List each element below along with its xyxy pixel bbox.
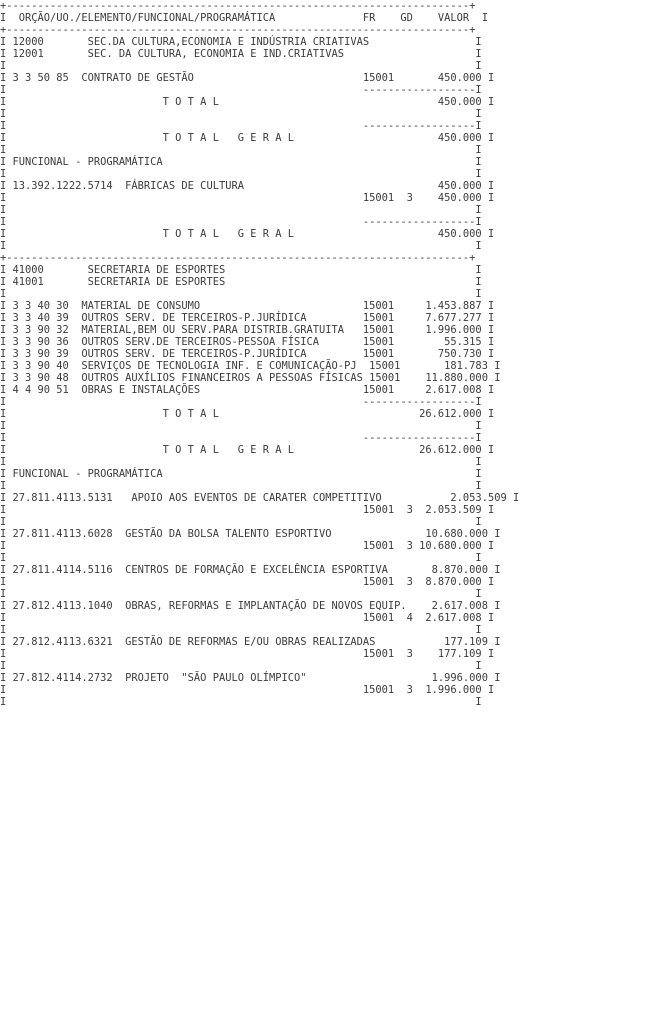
- report-line: I ORÇÃO/UO./ELEMENTO/FUNCIONAL/PROGRAMÁTICA FR GD VALOR I: [0, 12, 488, 24]
- report-line: I 15001 3 177.109 I: [0, 648, 495, 660]
- report-line: I I: [0, 624, 482, 636]
- report-line: I 12000 SEC.DA CULTURA,ECONOMIA E INDÚSTRIA CRIATIVAS I: [0, 36, 482, 48]
- report-line: I 13.392.1222.5714 FÁBRICAS DE CULTURA 450.000 I: [0, 180, 495, 192]
- report-line: I I: [0, 60, 482, 72]
- report-line: I 3 3 90 48 OUTROS AUXÍLIOS FINANCEIROS A PESSOAS FÍSICAS 15001 11.880.000 I: [0, 372, 501, 384]
- report-line: I 3 3 40 30 MATERIAL DE CONSUMO 15001 1.453.887 I: [0, 300, 495, 312]
- report-line: I I: [0, 420, 482, 432]
- report-line: I I: [0, 168, 482, 180]
- report-line: I I: [0, 552, 482, 564]
- report-line: I T O T A L 450.000 I: [0, 96, 495, 108]
- report-line: I I: [0, 696, 482, 708]
- report-line: I 27.812.4113.6321 GESTÃO DE REFORMAS E/OU OBRAS REALIZADAS 177.109 I: [0, 636, 501, 648]
- report-line: I 15001 3 10.680.000 I: [0, 540, 495, 552]
- report-line: I I: [0, 108, 482, 120]
- report-line: I 3 3 50 85 CONTRATO DE GESTÃO 15001 450.000 I: [0, 72, 495, 84]
- report-line: I 27.811.4113.5131 APOIO AOS EVENTOS DE CARATER COMPETITIVO 2.053.509 I: [0, 492, 520, 504]
- report-line: I FUNCIONAL - PROGRAMÁTICA I: [0, 468, 482, 480]
- report-line: I ------------------I: [0, 120, 482, 132]
- report-line: I I: [0, 456, 482, 468]
- report-line: I 3 3 90 40 SERVIÇOS DE TECNOLOGIA INF. E COMUNICAÇÃO-PJ 15001 181.783 I: [0, 360, 501, 372]
- report-line: I 15001 4 2.617.008 I: [0, 612, 495, 624]
- report-line: I 15001 3 450.000 I: [0, 192, 495, 204]
- report-line: I FUNCIONAL - PROGRAMÁTICA I: [0, 156, 482, 168]
- report-line: +--------------------------------------------------------------------------+: [0, 252, 476, 264]
- report-line: I ------------------I: [0, 396, 482, 408]
- report-line: I T O T A L G E R A L 450.000 I: [0, 132, 495, 144]
- report-line: I 3 3 40 39 OUTROS SERV. DE TERCEIROS-P.JURÍDICA 15001 7.677.277 I: [0, 312, 495, 324]
- report-line: I 15001 3 8.870.000 I: [0, 576, 495, 588]
- report-line: I I: [0, 240, 482, 252]
- report-line: I 12001 SEC. DA CULTURA, ECONOMIA E IND.CRIATIVAS I: [0, 48, 482, 60]
- report-line: I T O T A L 26.612.000 I: [0, 408, 495, 420]
- report-line: I 15001 3 2.053.509 I: [0, 504, 495, 516]
- report-line: I 41001 SECRETARIA DE ESPORTES I: [0, 276, 482, 288]
- report-line: I ------------------I: [0, 432, 482, 444]
- report-line: I 27.811.4114.5116 CENTROS DE FORMAÇÃO E EXCELÊNCIA ESPORTIVA 8.870.000 I: [0, 564, 501, 576]
- report-line: I I: [0, 480, 482, 492]
- report-line: I 15001 3 1.996.000 I: [0, 684, 495, 696]
- report-line: I 41000 SECRETARIA DE ESPORTES I: [0, 264, 482, 276]
- report-line: I 27.812.4113.1040 OBRAS, REFORMAS E IMPLANTAÇÃO DE NOVOS EQUIP. 2.617.008 I: [0, 600, 501, 612]
- report-line: I 4 4 90 51 OBRAS E INSTALAÇÕES 15001 2.617.008 I: [0, 384, 495, 396]
- report-line: I ------------------I: [0, 84, 482, 96]
- report-line: I 27.811.4113.6028 GESTÃO DA BOLSA TALENTO ESPORTIVO 10.680.000 I: [0, 528, 501, 540]
- report-line: I I: [0, 204, 482, 216]
- report-line: I I: [0, 516, 482, 528]
- report-line: I 27.812.4114.2732 PROJETO "SÃO PAULO OLÍMPICO" 1.996.000 I: [0, 672, 501, 684]
- report-line: +--------------------------------------------------------------------------+: [0, 24, 476, 36]
- report-line: +--------------------------------------------------------------------------+: [0, 0, 476, 12]
- report-line: I I: [0, 288, 482, 300]
- report-line: I I: [0, 588, 482, 600]
- report-line: I T O T A L G E R A L 450.000 I: [0, 228, 495, 240]
- report-line: I T O T A L G E R A L 26.612.000 I: [0, 444, 495, 456]
- report-line: I I: [0, 144, 482, 156]
- report-line: I 3 3 90 32 MATERIAL,BEM OU SERV.PARA DISTRIB.GRATUITA 15001 1.996.000 I: [0, 324, 495, 336]
- report-line: I 3 3 90 39 OUTROS SERV. DE TERCEIROS-P.JURÍDICA 15001 750.730 I: [0, 348, 495, 360]
- report-line: I I: [0, 660, 482, 672]
- report-line: I 3 3 90 36 OUTROS SERV.DE TERCEIROS-PESSOA FÍSICA 15001 55.315 I: [0, 336, 495, 348]
- report-line: I ------------------I: [0, 216, 482, 228]
